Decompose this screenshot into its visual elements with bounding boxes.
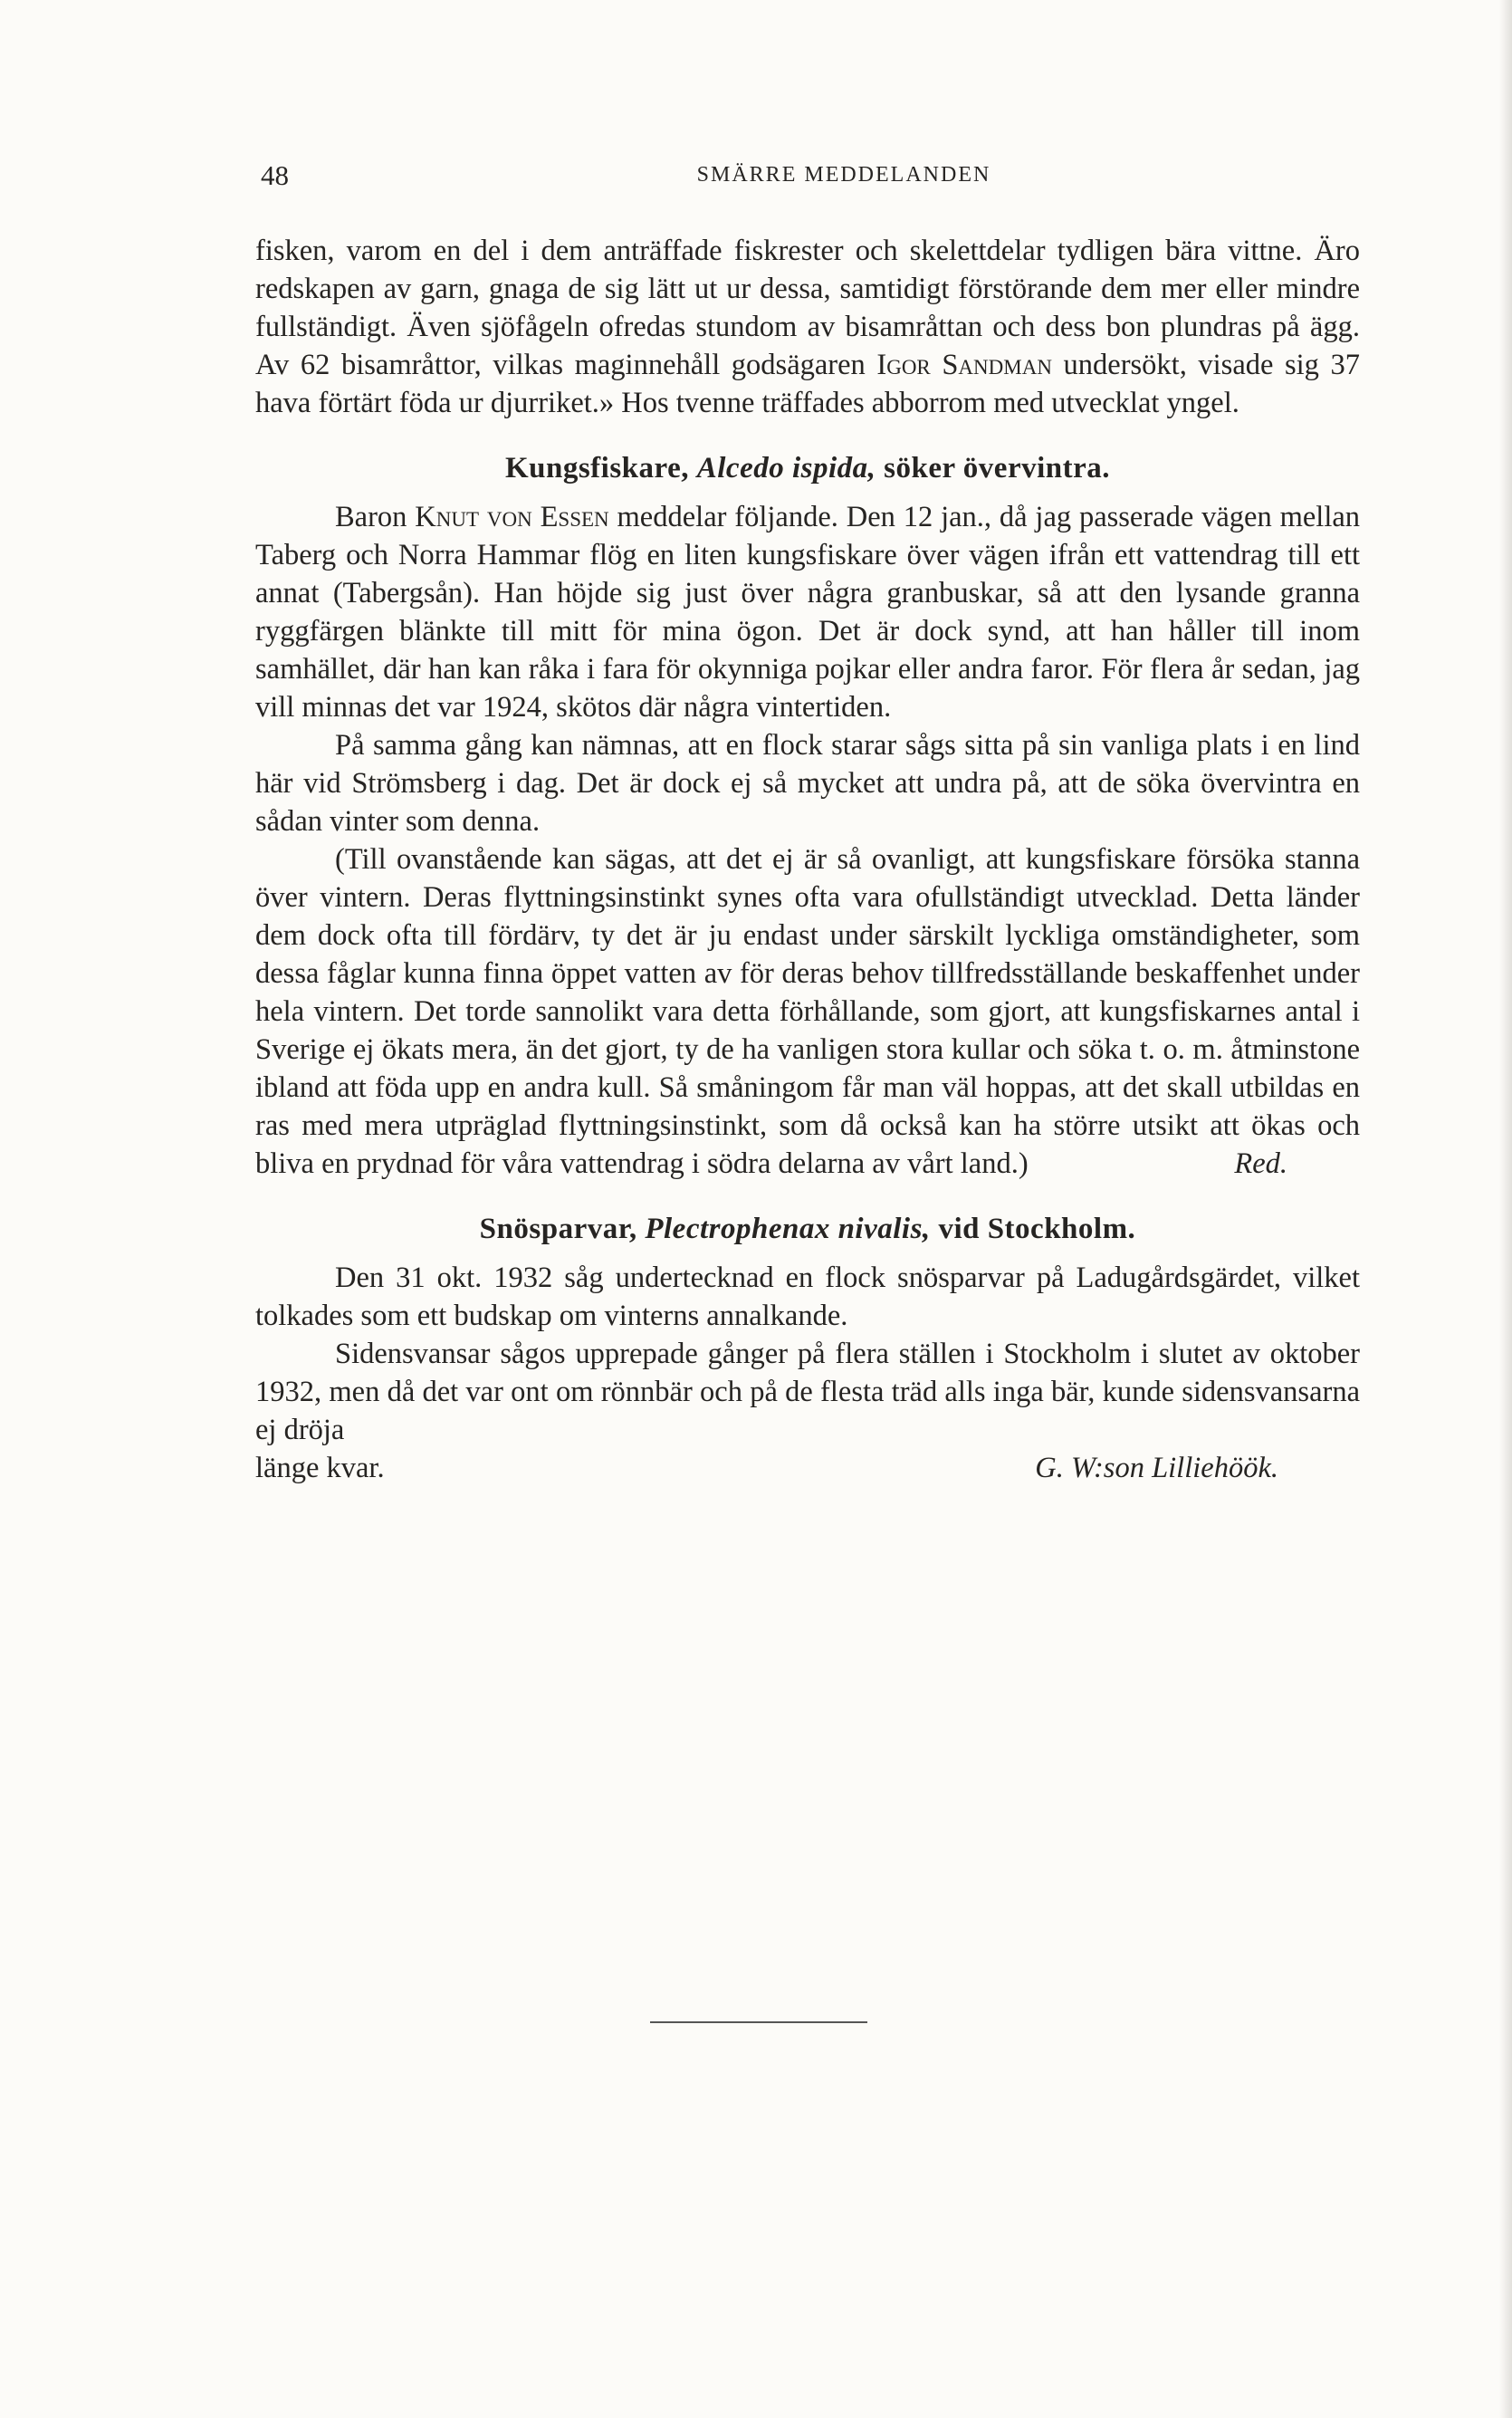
article1-paragraph-1 [255,498,1360,726]
section-title: SMÄRRE MEDDELANDEN [696,163,991,187]
page-edge-shadow [1499,0,1512,2418]
article1-paragraph-3 [255,840,1360,1183]
end-rule [650,2021,867,2023]
heading-latin-name: Alcedo ispida, [696,452,876,485]
heading-common-name: Kungsfiskare, [504,452,689,485]
intro-text-after-name: undersökt, visade sig 37 hava förtärt föda ur djurriket.» Hos tvenne träffades abborrom med utvecklat yngel. [255,349,1361,419]
heading-rest: söker övervintra. [884,452,1111,485]
article2-paragraph-2: Sidensvansar sågos upprepade gånger på flera ställen i Stockholm i slutet av oktober 1932, men då det var ont om rönnbär och på de flesta träd alls inga bär, kunde sidensvansarna ej dröja [255,1338,1360,1446]
article-heading-snosparvar [255,1210,1360,1248]
person-name-igor-sandman: Igor Sandman [876,349,1052,381]
article1-p1-text: meddelar följande. Den 12 jan., då jag passerade vägen mellan Taberg och Norra Hammar flög en liten kungsfiskare över vägen ifrån ett vattendrag till ett annat (Tabergsån). Han höjde sig just över några granbuskar, så att den lysande granna ryggfärgen blänkte till mitt för mina ögon. Det är dock synd, att han håller till inom samhället, där han kan råka i fara för okynniga pojkar eller andra faror. För flera år sedan, jag vill minnas det var 1924, skötos där några vintertiden. [255,501,1361,724]
article2-signature: G. W:son Lilliehöök. [1035,1452,1278,1484]
article2-last-line [255,1449,1360,1487]
body-text [255,232,1360,1487]
article1-signature: Red. [1234,1147,1287,1180]
intro-paragraph [255,232,1360,422]
person-name-knut-von-essen: Knut von Essen [415,501,609,533]
article1-paragraph-2: På samma gång kan nämnas, att en flock starar sågs sitta på sin vanliga plats i en lind här vid Strömsberg i dag. Det är dock ej så mycket att undra på, att de söka övervintra en sådan vinter som denna. [255,729,1360,838]
article1-p3-text: (Till ovanstående kan sägas, att det ej är så ovanligt, att kungsfiskare försöka stanna över vintern. Deras flyttningsinstinkt synes ofta vara ofullständigt utvecklad. Detta länder dem dock ofta till fördärv, ty det är ju endast under särskilt lyckliga omständigheter, som dessa fåglar kunna finna öppet vatten av för deras behov tillfredsställande beskaffenhet under hela vintern. Det torde sannolikt vara detta förhållande, som gjort, att kungsfiskarnes antal i Sverige ej ökats mera, än det gjort, ty de ha vanligen stora kullar och söka t. o. m. åtminstone ibland att föda upp en andra kull. Så småningom får man väl hoppas, att det skall utbildas en ras med mera utpräglad flyttningsinstinkt, som då också kan ha större utsikt att ökas och bliva en prydnad för våra vattendrag i södra delarna av vårt land.) [255,843,1360,1180]
running-head [255,159,1360,196]
article1-p1-prefix: Baron [335,501,407,533]
article2-paragraph-1: Den 31 okt. 1932 såg undertecknad en flock snösparvar på Ladugårdsgärdet, vilket tolkades som ett budskap om vinterns annalkande. [255,1262,1360,1332]
intro-text-before-name: fisken, varom en del i dem anträffade fiskrester och skelettdelar tydligen bära vittne. Äro redskapen av garn, gnaga de sig lätt ut ur dessa, samtidigt förstörande dem mer eller mindre fullständigt. Även sjöfågeln ofredas stundom av bisamråttan och dess bon plundras på ägg. Av 62 bisamråttor, vilkas maginnehåll godsägaren [255,235,1360,381]
article2-p2-last: länge kvar. [255,1452,385,1484]
heading-common-name: Snösparvar, [479,1213,637,1245]
page-number: 48 [261,159,289,191]
heading-latin-name: Plectrophenax nivalis, [645,1213,931,1245]
article-heading-kungsfiskare [255,449,1360,487]
heading-rest: vid Stockholm. [938,1213,1136,1245]
